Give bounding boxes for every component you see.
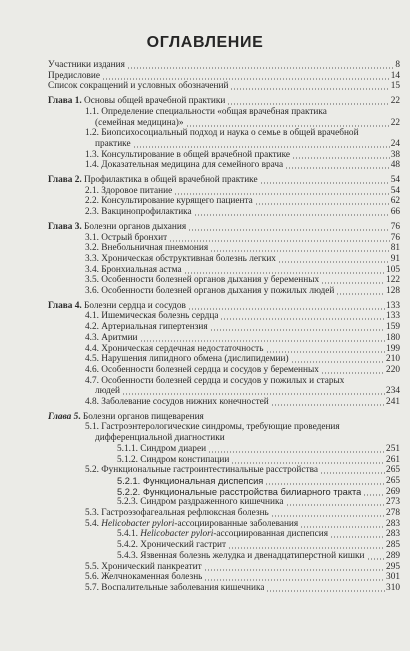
dot-leader	[188, 229, 390, 231]
toc-entry	[85, 207, 400, 218]
toc-entry	[85, 365, 400, 376]
toc-entry-title	[85, 333, 138, 344]
toc-entry-title: Глава 1. Основы общей врачебной практики	[48, 96, 226, 107]
dot-leader	[292, 157, 390, 159]
toc-entry-title	[85, 186, 172, 197]
toc-entry	[85, 275, 400, 286]
toc-entry-title	[85, 265, 182, 276]
section-number: 3.2.	[85, 243, 99, 254]
page-number: 8	[395, 60, 400, 70]
page-number: 310	[386, 582, 400, 593]
dot-leader	[291, 361, 385, 363]
page-number: 38	[390, 149, 400, 160]
entry-text: Хроническая сердечная недостаточность	[101, 343, 264, 354]
section-number: 2.3.	[85, 207, 99, 218]
entry-text: Острый бронхит	[101, 232, 168, 243]
dot-leader	[231, 462, 385, 464]
page-number: 133	[386, 311, 400, 322]
toc-chapter-entry	[48, 222, 400, 233]
page-number: 295	[386, 561, 400, 572]
dot-leader	[255, 203, 390, 205]
toc-entry-title	[85, 233, 167, 244]
dot-leader	[321, 372, 385, 374]
entry-text-continued: дифференциальной диагностики	[95, 433, 225, 444]
toc-entry	[117, 551, 400, 562]
dot-leader	[210, 250, 390, 252]
page-number: 159	[386, 322, 400, 333]
page-number: 180	[386, 332, 400, 343]
page-number: 76	[390, 221, 400, 232]
entry-text: Гастроэзофагеальная рефлюксная болезнь	[101, 508, 269, 518]
entry-text: Определение специальности «общая врачебная практика	[101, 106, 327, 117]
dot-leader	[285, 167, 390, 169]
toc-entry-title	[85, 344, 264, 355]
entry-text: Предисловие	[48, 70, 100, 81]
toc-entry	[85, 519, 400, 530]
toc-entry-title	[85, 160, 283, 171]
entry-text: Консультирование в общей врачебной практике	[101, 149, 291, 160]
page-number: 14	[390, 70, 400, 81]
toc-entry-title	[85, 150, 290, 161]
toc-entry-title	[85, 365, 319, 376]
dot-leader	[271, 404, 385, 406]
dot-leader	[188, 308, 385, 310]
toc-entry-title	[117, 497, 284, 508]
dot-leader	[204, 569, 385, 571]
section-number: 5.4.1.	[117, 529, 138, 540]
dot-leader	[174, 193, 389, 195]
toc-entry-title	[117, 529, 328, 540]
entry-text: Ишемическая болезнь сердца	[101, 311, 219, 322]
section-number: 5.4.3.	[117, 550, 138, 561]
dot-leader	[208, 451, 385, 453]
section-number: 4.7.	[85, 375, 99, 386]
toc-entry	[85, 465, 400, 476]
toc-entry-title	[117, 476, 263, 487]
page-number: 66	[390, 207, 400, 218]
page-number: 91	[390, 253, 400, 264]
page-number: 128	[386, 286, 400, 296]
dot-leader	[336, 293, 385, 295]
entry-text: Список сокращений и условных обозначений	[48, 81, 229, 92]
entry-text: Хронический панкреатит	[101, 561, 202, 572]
dot-leader	[194, 214, 390, 216]
dot-leader	[184, 272, 385, 274]
page-number: 283	[386, 529, 400, 540]
entry-text-continued: (семейная медицина)»	[95, 117, 184, 128]
chapter-label: Глава 2	[48, 175, 80, 185]
entry-text: Бронхиальная астма	[101, 264, 182, 275]
dot-leader	[367, 558, 386, 560]
dot-leader	[265, 483, 385, 485]
page-number: 105	[386, 264, 400, 275]
entry-text: Синдром констипации	[140, 454, 230, 465]
entry-text: Функциональные расстройства билиарного тракта	[142, 486, 362, 497]
toc-entry	[48, 71, 400, 82]
entry-text: Профилактика в общей врачебной практике	[84, 175, 258, 185]
section-number: 2.2.	[85, 196, 99, 207]
page-number: 15	[390, 81, 400, 92]
entry-text: Доказательная медицина для семейного врача	[101, 160, 284, 171]
toc-entry-title	[85, 562, 202, 573]
toc-entry	[117, 455, 400, 466]
toc-entry	[85, 233, 400, 244]
toc-entry	[85, 243, 400, 254]
toc-entry-title: Глава 2. Профилактика в общей врачебной практике	[48, 175, 258, 185]
toc-entry-title	[85, 519, 298, 530]
toc-entry	[85, 254, 400, 265]
section-number: 4.4.	[85, 343, 99, 354]
entry-text-continued: практике	[95, 138, 131, 149]
section-number: 5.4.2.	[117, 540, 138, 551]
toc-entry-title	[117, 455, 229, 466]
page-number: 81	[390, 243, 400, 254]
page-number: 133	[386, 300, 400, 311]
toc-entry	[117, 476, 400, 487]
section-number: 5.4.	[85, 518, 99, 529]
toc-entry-title: Глава 4. Болезни сердца и сосудов	[48, 300, 186, 311]
toc-entry-title	[85, 376, 344, 387]
section-number: 1.3.	[85, 149, 99, 160]
toc-entry-title	[117, 551, 365, 562]
toc-entry	[85, 333, 400, 344]
toc-entry	[85, 128, 400, 139]
page-number: 241	[386, 397, 400, 407]
section-number: 5.2.3.	[117, 497, 138, 508]
toc-entry-title	[48, 71, 100, 82]
page-number: 251	[386, 443, 400, 454]
section-number: 5.2.2.	[117, 486, 141, 497]
toc-entry	[85, 354, 400, 365]
section-number: 3.4.	[85, 264, 99, 275]
page-number: 285	[386, 540, 400, 551]
entry-text: Хроническая обструктивная болезнь легких	[101, 253, 276, 264]
toc-entry	[85, 397, 400, 408]
page-number: 62	[390, 196, 400, 207]
section-number: 2.1.	[85, 185, 99, 196]
toc-entry	[85, 311, 400, 322]
section-number: 3.1.	[85, 232, 99, 243]
dot-leader	[271, 515, 385, 517]
toc-entry	[85, 344, 400, 355]
page-number: 265	[386, 475, 400, 486]
page-number: 210	[386, 354, 400, 365]
dot-leader	[204, 579, 385, 581]
entry-text: Здоровое питание	[101, 185, 173, 196]
toc-entry-title	[117, 540, 226, 551]
entry-text: Особенности болезней органов дыхания у беременных	[101, 275, 320, 286]
dot-leader	[330, 536, 385, 538]
section-number: 1.2.	[85, 128, 99, 139]
entry-text: Основы общей врачебной практики	[84, 96, 226, 107]
section-number: 4.8.	[85, 397, 99, 407]
entry-text: Желчнокаменная болезнь	[101, 572, 203, 583]
dot-leader	[140, 340, 386, 342]
entry-text: -ассоциированные заболевания	[174, 518, 299, 529]
toc-entry-title: Глава 5. Болезни органов пищеварения	[48, 411, 204, 422]
section-number: 3.5.	[85, 275, 99, 286]
page-number: 273	[386, 497, 400, 508]
toc-entry	[85, 562, 400, 573]
section-number: 5.1.2.	[117, 454, 138, 465]
section-number: 5.1.1.	[117, 443, 138, 454]
page-number: 265	[386, 465, 400, 476]
page-number: 289	[386, 550, 400, 561]
section-number: 3.3.	[85, 253, 99, 264]
toc-entry-title	[85, 583, 264, 594]
dot-leader	[321, 282, 385, 284]
entry-text: Нарушения липидного обмена (дислипидемии)	[101, 354, 289, 365]
entry-text: Аритмии	[101, 332, 138, 343]
toc-entry	[85, 107, 400, 118]
toc-entry-title	[85, 286, 334, 297]
page-number: 220	[386, 364, 400, 375]
toc-entry-title	[48, 81, 228, 92]
entry-text: Особенности болезней сердца и сосудов у пожилых и старых	[101, 375, 345, 386]
chapter-label: Глава 3	[48, 221, 80, 232]
toc-entry	[117, 540, 400, 551]
entry-text: -ассоциированная диспепсия	[213, 529, 329, 540]
entry-text: Хронический гастрит	[140, 540, 227, 551]
toc-entry-title	[48, 60, 125, 71]
toc-entry-title	[85, 196, 253, 207]
dot-leader	[122, 393, 385, 395]
toc-entry-title	[85, 572, 202, 583]
toc-entry	[85, 583, 400, 594]
dot-leader	[363, 494, 385, 496]
toc-entry-title	[85, 254, 276, 265]
page-number: 301	[386, 572, 400, 583]
entry-text: Язвенная болезнь желудка и двенадцатиперстной кишки	[140, 550, 365, 561]
toc-entry	[85, 508, 400, 519]
toc-entry	[85, 265, 400, 276]
dot-leader	[228, 547, 385, 549]
dot-leader	[102, 78, 390, 80]
entry-text: Биопсихосоциальный подход и наука о семье в общей врачебной	[101, 128, 359, 139]
dot-leader	[266, 351, 386, 353]
section-number: 4.6.	[85, 364, 99, 375]
dot-leader	[230, 88, 389, 90]
toc-entry	[117, 497, 400, 508]
section-number: 4.5.	[85, 354, 99, 365]
entry-text: Болезни сердца и сосудов	[84, 300, 186, 311]
page-number: 234	[386, 386, 400, 397]
page-number: 278	[386, 508, 400, 518]
entry-text: Болезни органов дыхания	[84, 221, 187, 232]
chapter-label: Глава 5	[48, 411, 79, 422]
toc-entry	[48, 81, 400, 92]
toc-chapter-entry	[48, 412, 400, 423]
toc-entry	[85, 422, 400, 433]
toc-entry-title	[85, 422, 340, 433]
toc-entry-title	[117, 487, 361, 498]
italic-term: Helicobacter pylori	[140, 529, 214, 540]
toc-chapter-entry	[48, 301, 400, 312]
toc-chapter-entry	[48, 175, 400, 186]
section-number: 5.2.	[85, 465, 99, 476]
entry-text: Участники издания	[48, 60, 125, 70]
toc-entry-title	[117, 444, 206, 455]
toc-entry	[85, 322, 400, 333]
toc-entry-continuation	[95, 386, 400, 397]
toc-entry	[117, 529, 400, 540]
entry-text: Особенности болезней органов дыхания у пожилых людей	[101, 286, 335, 296]
section-number: 5.2.1.	[117, 475, 141, 486]
entry-text: Артериальная гипертензия	[101, 322, 208, 333]
dot-leader	[169, 240, 390, 242]
toc-entry-title	[85, 322, 208, 333]
toc-entry	[85, 572, 400, 583]
page-number: 48	[390, 160, 400, 171]
dot-leader	[227, 103, 389, 105]
page-number: 269	[386, 486, 400, 497]
italic-term: Helicobacter pylori	[101, 518, 175, 529]
toc-entry-title	[85, 107, 327, 118]
page-number: 76	[390, 232, 400, 243]
chapter-label: Глава 4	[48, 300, 80, 311]
entry-text: Синдром диареи	[140, 443, 207, 454]
section-number: 3.6.	[85, 286, 99, 296]
section-number: 5.7.	[85, 582, 99, 593]
toc-entry-title	[85, 354, 289, 365]
toc-entry	[85, 286, 400, 297]
toc-entry	[117, 444, 400, 455]
toc-entry	[85, 150, 400, 161]
dot-leader	[133, 146, 390, 148]
entry-text-continued: людей	[95, 386, 120, 397]
page-number: 22	[390, 117, 400, 128]
toc-entry	[85, 186, 400, 197]
entry-text: Воспалительные заболевания кишечника	[101, 582, 265, 593]
dot-leader	[210, 329, 385, 331]
entry-text: Консультирование курящего пациента	[101, 196, 253, 207]
page-number: 22	[390, 96, 400, 107]
page-number: 24	[390, 138, 400, 149]
toc-entry-title	[85, 397, 269, 408]
page-number: 283	[386, 518, 400, 529]
toc-chapter-entry	[48, 96, 400, 107]
toc-entry	[117, 487, 400, 498]
toc-entry-continuation	[95, 118, 400, 129]
toc-entry-title	[85, 508, 269, 519]
toc-entry-continuation	[95, 433, 400, 444]
dot-leader	[220, 318, 385, 320]
page-number: 199	[386, 343, 400, 354]
toc-entry-title	[85, 243, 208, 254]
dot-leader	[320, 472, 385, 474]
page-title: ОГЛАВЛЕНИЕ	[146, 34, 264, 51]
page-number: 122	[386, 275, 400, 286]
toc-entry	[85, 196, 400, 207]
toc-entry-continuation	[95, 139, 400, 150]
section-number: 4.1.	[85, 311, 99, 322]
entry-text: Заболевание сосудов нижних конечностей	[101, 397, 269, 407]
toc-entry-title	[85, 207, 192, 218]
entry-text: Функциональные гастроинтестинальные расстройства	[101, 465, 318, 476]
toc-entry	[48, 60, 400, 71]
section-number: 4.3.	[85, 332, 99, 343]
toc-entry-title	[85, 128, 359, 139]
dot-leader	[260, 182, 390, 184]
dot-leader	[266, 590, 385, 592]
section-number: 4.2.	[85, 322, 99, 333]
chapter-label: Глава 1	[48, 96, 80, 107]
entry-text: Вакцинопрофилактика	[101, 207, 192, 218]
section-number: 1.1.	[85, 106, 99, 117]
section-number: 1.4.	[85, 160, 99, 171]
toc-entry-title	[85, 275, 319, 286]
entry-text: Болезни органов пищеварения	[82, 411, 204, 422]
toc-entry	[85, 160, 400, 171]
section-number: 5.1.	[85, 422, 99, 433]
entry-text: Функциональная диспепсия	[142, 475, 264, 486]
page-number: 54	[390, 175, 400, 185]
section-number: 5.6.	[85, 572, 99, 583]
entry-text: Гастроэнтерологические синдромы, требующие проведения	[101, 422, 340, 433]
entry-text: Особенности болезней сердца и сосудов у беременных	[101, 364, 319, 375]
toc-entry-title	[85, 465, 318, 476]
dot-leader	[127, 67, 394, 69]
toc-entry	[85, 376, 400, 387]
page-number: 54	[390, 185, 400, 196]
entry-text: Внебольничная пневмония	[101, 243, 209, 254]
dot-leader	[300, 526, 385, 528]
toc-entry-title	[85, 311, 218, 322]
section-number: 5.3.	[85, 508, 99, 518]
toc-entry-title: Глава 3. Болезни органов дыхания	[48, 221, 187, 232]
dot-leader	[186, 125, 390, 127]
dot-leader	[278, 261, 390, 263]
section-number: 5.5.	[85, 561, 99, 572]
page-number: 261	[386, 454, 400, 465]
dot-leader	[286, 504, 386, 506]
entry-text: Синдром раздраженного кишечника	[140, 497, 284, 508]
